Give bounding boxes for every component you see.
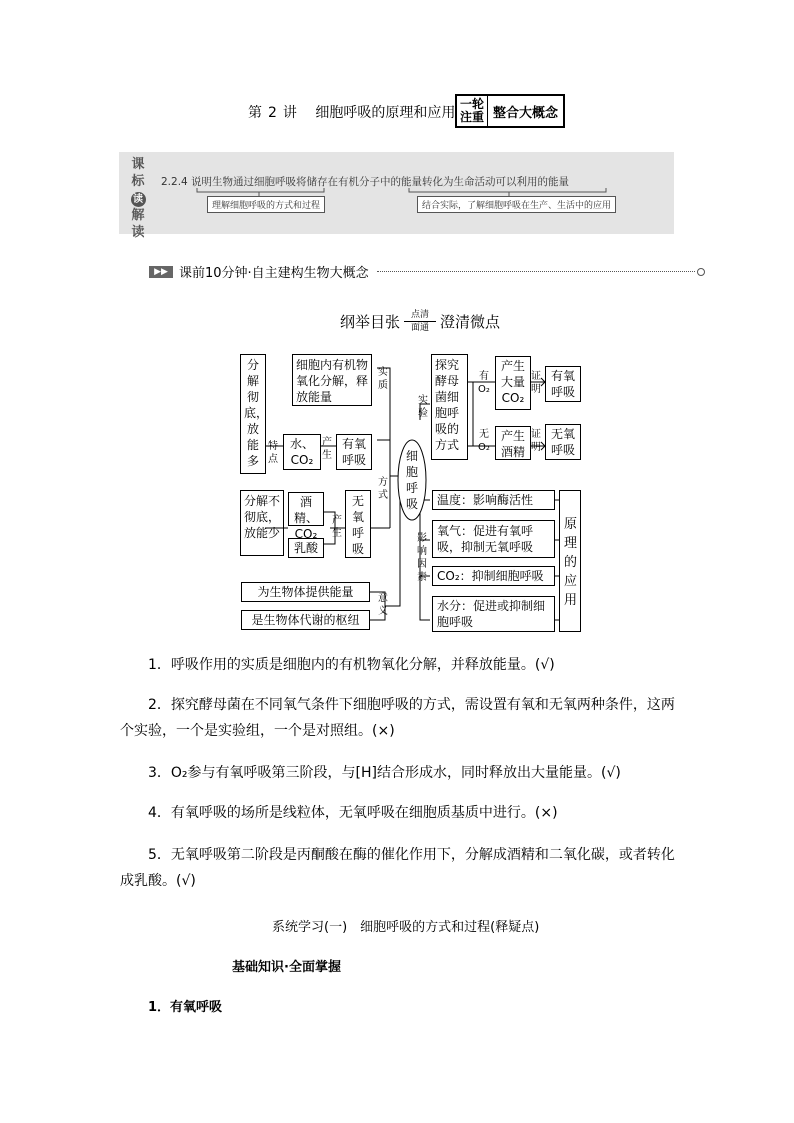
- factor4-box: 水分：促进或抑制细胞呼吸: [432, 596, 555, 632]
- item-1-heading: 1．有氧呼吸: [148, 1000, 223, 1015]
- side-char: 读: [131, 225, 145, 240]
- anaerobic-produce-label: 产生: [332, 515, 342, 539]
- factor2-box: 氧气：促进有氧呼吸，抑制无氧呼吸: [432, 520, 555, 558]
- badge-line1: 一轮: [460, 97, 485, 111]
- experiment-label: 实验: [418, 395, 428, 419]
- basic-title: 基础知识·全面掌握: [232, 960, 341, 975]
- prove2-label: 证明: [531, 429, 541, 453]
- prove1-label: 证明: [531, 371, 541, 395]
- subtitle-bottom: 面通: [411, 323, 430, 333]
- factor3-box: CO₂：抑制细胞呼吸: [432, 566, 555, 586]
- aerobic-products-box: 水、CO₂: [283, 434, 321, 470]
- mode-label: 方式: [378, 477, 388, 501]
- subtitle-left: 纲举目张: [340, 313, 401, 331]
- essence-box: 细胞内有机物氧化分解，释放能量: [292, 354, 372, 406]
- aerobic-feature-box: 分解彻底，放能多: [240, 354, 266, 474]
- center-node: 细胞呼吸: [405, 449, 418, 511]
- section-label: 课前10分钟·自主建构生物大概念: [179, 266, 369, 281]
- anaerobic-products2-box: 乳酸: [288, 538, 324, 558]
- badge-right: 整合大概念: [493, 105, 559, 121]
- curriculum-standard: 2.2.4 说明生物通过细胞呼吸将储存在有机分子中的能量转化为生命活动可以利用的能量: [161, 176, 570, 188]
- with-products-box: 产生大量CO₂: [495, 356, 531, 410]
- without-o2-label: 无O₂: [478, 429, 490, 453]
- anaerobic-products1-box: 酒精、CO₂: [288, 492, 324, 526]
- lecture-suffix: 讲: [282, 105, 297, 121]
- side-char: 标: [131, 174, 145, 189]
- side-char-circle: 读: [131, 192, 146, 207]
- statement-2: 2．探究酵母菌在不同氧气条件下细胞呼吸的方式，需设置有氧和无氧两种条件，这两个实验，一个是实验组，一个是对照组。(×): [120, 697, 675, 739]
- subtitle-right: 澄清微点: [440, 313, 501, 331]
- without-products-box: 产生酒精: [495, 426, 531, 460]
- lecture-number: 2: [268, 105, 277, 121]
- anaerobic-feature-box: 分解不彻底，放能少: [240, 490, 284, 556]
- application-box: 原理的应用: [559, 490, 581, 632]
- factor1-box: 温度：影响酶活性: [432, 490, 555, 510]
- statement-3: 3．O₂参与有氧呼吸第三阶段，与[H]结合形成水，同时释放出大量能量。(√): [148, 765, 621, 781]
- feature-label: 特点: [268, 441, 278, 465]
- essence-label: 实质: [378, 367, 388, 391]
- factors-label: 影响因素: [417, 533, 427, 583]
- anaerobic-type-box: 无氧呼吸: [345, 490, 371, 558]
- statement-5: 5．无氧呼吸第二阶段是丙酮酸在酶的催化作用下，分解成酒精和二氧化碳，或者转化成乳酸。(√): [120, 847, 675, 889]
- experiment-box: 探究酵母菌细胞呼吸的方式: [431, 354, 468, 460]
- system-title: 系统学习(一) 细胞呼吸的方式和过程(释疑点): [272, 920, 540, 935]
- side-char: 解: [131, 208, 145, 223]
- double-arrow-icon: ▶▶: [149, 266, 173, 278]
- anaerobic-result-box: 无氧呼吸: [545, 424, 581, 460]
- with-o2-label: 有O₂: [478, 371, 490, 395]
- meaning2-box: 是生物体代谢的枢纽: [241, 610, 370, 630]
- highlight-right: 结合实际，了解细胞呼吸在生产、生活中的应用: [417, 196, 616, 213]
- statement-1: 1．呼吸作用的实质是细胞内的有机物氧化分解，并释放能量。(√): [148, 657, 555, 673]
- aerobic-type-box: 有氧呼吸: [336, 434, 372, 470]
- aerobic-result-box: 有氧呼吸: [545, 366, 581, 402]
- highlight-left: 理解细胞呼吸的方式和过程: [207, 196, 325, 213]
- lecture-name: 细胞呼吸的原理和应用: [315, 105, 456, 121]
- lecture-prefix: 第: [248, 105, 262, 121]
- meaning-label: 意义: [378, 593, 388, 617]
- subtitle-top: 点清: [411, 310, 430, 320]
- meaning1-box: 为生物体提供能量: [241, 582, 370, 602]
- badge-line2: 注重: [460, 110, 485, 124]
- produce-label: 产生: [322, 437, 332, 461]
- side-char: 课: [131, 157, 145, 172]
- statement-4: 4．有氧呼吸的场所是线粒体，无氧呼吸在细胞质基质中进行。(×): [148, 805, 558, 821]
